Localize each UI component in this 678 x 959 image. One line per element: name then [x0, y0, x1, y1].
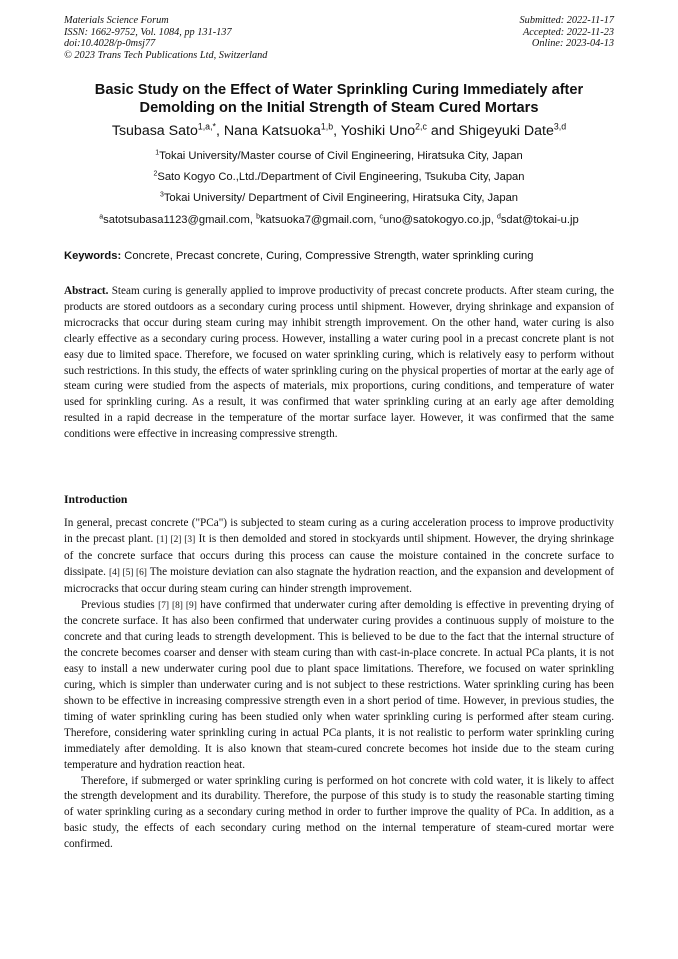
affiliation — [30, 192, 648, 204]
email-separator: , — [373, 214, 380, 226]
keywords-label: Keywords: — [64, 250, 122, 262]
author-affiliation-mark: 2,c — [415, 121, 427, 132]
affiliation-text: Tokai University/Master course of Civil Engineering, Hiratsuka City, Japan — [159, 150, 523, 162]
email-link[interactable]: katsuoka7@gmail.com — [259, 214, 374, 226]
title-line: Demolding on the Initial Strength of Steam Cured Mortars — [139, 100, 539, 116]
citation[interactable]: [4] [5] [6] — [108, 567, 147, 578]
intro-text: It is then demolded and stored in stockyards until shipment. However, the drying shrinkage of the concrete surface that occurs during this process can cause the moisture contained in the concrete surface to dissipate. — [64, 532, 615, 578]
abstract-label: Abstract. — [64, 285, 109, 297]
affiliation-text: Sato Kogyo Co.,Ltd./Department of Civil Engineering, Tsukuba City, Japan — [157, 171, 525, 183]
email-link[interactable]: sdat@tokai-u.jp — [500, 214, 579, 226]
intro-paragraph — [64, 774, 614, 854]
citation[interactable]: [7] [8] [9] — [158, 600, 197, 611]
submitted-date: Submitted: 2022-11-17 — [519, 15, 614, 26]
email-separator: , — [249, 214, 257, 226]
author-name: Tsubasa Sato — [111, 123, 198, 139]
affiliation-mark: 2 — [153, 170, 158, 178]
author-name: Shigeyuki Date — [458, 123, 554, 139]
intro-text: Therefore, if submerged or water sprinkling curing is performed on hot concrete with cold water, it is likely to affect the strength development and its durability. Therefore, the purpose of this study is to study the reasonable starting timing of water sprinkling curing as a secondary curing method in order to further improve the quality of PCa. In addition, as a basic study, the effects of each secondary curing method on the internal temperature of steam-cured mortar were confirmed. — [64, 774, 614, 851]
email-link[interactable]: uno@satokogyo.co.jp — [382, 214, 491, 226]
online-date: Online: 2023-04-13 — [531, 38, 614, 50]
affiliation — [30, 150, 648, 162]
author-affiliation-mark: 1,b — [320, 121, 334, 132]
email-link[interactable]: satotsubasa1123@gmail.com — [103, 214, 250, 226]
email-mark: a — [99, 213, 104, 221]
email-mark: b — [256, 213, 260, 221]
email-mark: c — [379, 213, 383, 221]
affiliation-text: Tokai University/ Department of Civil Engineering, Hiratsuka City, Japan — [163, 192, 519, 204]
author-name: Nana Katsuoka — [223, 123, 321, 139]
email-mark: d — [496, 213, 501, 221]
intro-text: have confirmed that underwater curing after demolding is effective in preventing drying of the concrete surface. It has also been confirmed that underwater curing provides a continuous supply of moisture to the concrete and that curing leads to strength development. This is believed to be due to the fact that the internal structure of the concrete becomes coarser and denser with steam curing than with cast-in-place concrete. In actual PCa plants, it is not easy to install a new underwater curing pool due to plant space limitations. Therefore, we focused on water sprinkling curing, which is simpler than underwater curing and is not subject to these restrictions. Water sprinkling curing has been shown to be effective in increasing compressive strength even in a short period of time. However, in previous studies, the timing of water sprinkling curing has been studied only when water sprinkling curing is performed after steam curing. Therefore, considering water sprinkling curing in actual PCa plants, it is not realistic to perform water sprinkling curing immediately after demolding. It is also known that steam-cured concrete becomes hot inside due to the steam curing temperature and hydration reaction heat. — [64, 598, 614, 771]
email-list — [20, 214, 658, 226]
keywords — [64, 250, 624, 262]
publication-dates — [520, 15, 614, 50]
section-heading: Introduction — [64, 493, 128, 506]
affiliation — [30, 171, 648, 183]
title-line: Basic Study on the Effect of Water Sprinkling Curing Immediately after — [94, 82, 584, 98]
keywords-text: Concrete, Precast concrete, Curing, Compressive Strength, water sprinkling curing — [121, 250, 534, 262]
intro-text: The moisture deviation can also stagnate the hydration reaction, and the expansion and development of microcracks that occur during steam curing can hinder strength improvement. — [64, 565, 615, 595]
abstract-text: Steam curing is generally applied to improve productivity of precast concrete products. After steam curing, the products are stored outdoors as a secondary curing process until shipment. However, drying shrinkage and expansion of microcracks that occur during steam curing may inhibit strength improvement. On the other hand, water curing is also clearly effective as a secondary curing process. However, installing a water curing pool in a precast concrete plant is not easy due to limited space. Therefore, we focused on water sprinkling curing, which is relatively easy to perform without such restrictions. In this study, the effects of water sprinkling curing on the physical properties of mortar at the early age of steam curing were studied from the aspects of materials, mix proportions, curing conditions, and temperature of water used for sprinkling curing. As a result, it was confirmed that water sprinkling curing at an early age after demolding resulted in a rapid decrease in the temperature of the mortar surface layer. However, it was confirmed that the same conditions were effective in increasing compressive strength. — [64, 285, 614, 441]
author-affiliation-mark: 3,d — [553, 121, 567, 132]
journal-metadata — [64, 15, 267, 61]
email-separator: , — [490, 214, 497, 226]
paper-title — [40, 81, 638, 117]
introduction-body — [64, 516, 614, 853]
journal-doi[interactable]: doi:10.4028/p-0msj77 — [64, 38, 156, 50]
affiliation-mark: 3 — [159, 191, 164, 199]
journal-copyright: © 2023 Trans Tech Publications Ltd, Switzerland — [64, 49, 268, 61]
intro-text: Previous studies — [81, 598, 159, 611]
author-name: Yoshiki Uno — [340, 123, 416, 139]
journal-issn: ISSN: 1662-9752, Vol. 1084, pp 131-137 — [64, 26, 232, 38]
citation[interactable]: [1] [2] [3] — [156, 534, 196, 545]
author-affiliation-mark: 1,a,* — [197, 121, 216, 132]
abstract — [64, 284, 614, 443]
accepted-date: Accepted: 2022-11-23 — [522, 26, 614, 38]
author-separator: , — [333, 123, 341, 139]
author-list — [30, 123, 648, 139]
intro-paragraph — [64, 598, 614, 774]
intro-paragraph — [64, 516, 614, 598]
journal-name: Materials Science Forum — [64, 15, 169, 26]
author-separator: , — [215, 123, 224, 139]
affiliation-mark: 1 — [155, 149, 160, 157]
author-separator: and — [426, 123, 459, 139]
intro-text: In general, precast concrete ("PCa") is subjected to steam curing as a curing acceleration process to improve productivity in the precast plant. — [64, 517, 614, 545]
